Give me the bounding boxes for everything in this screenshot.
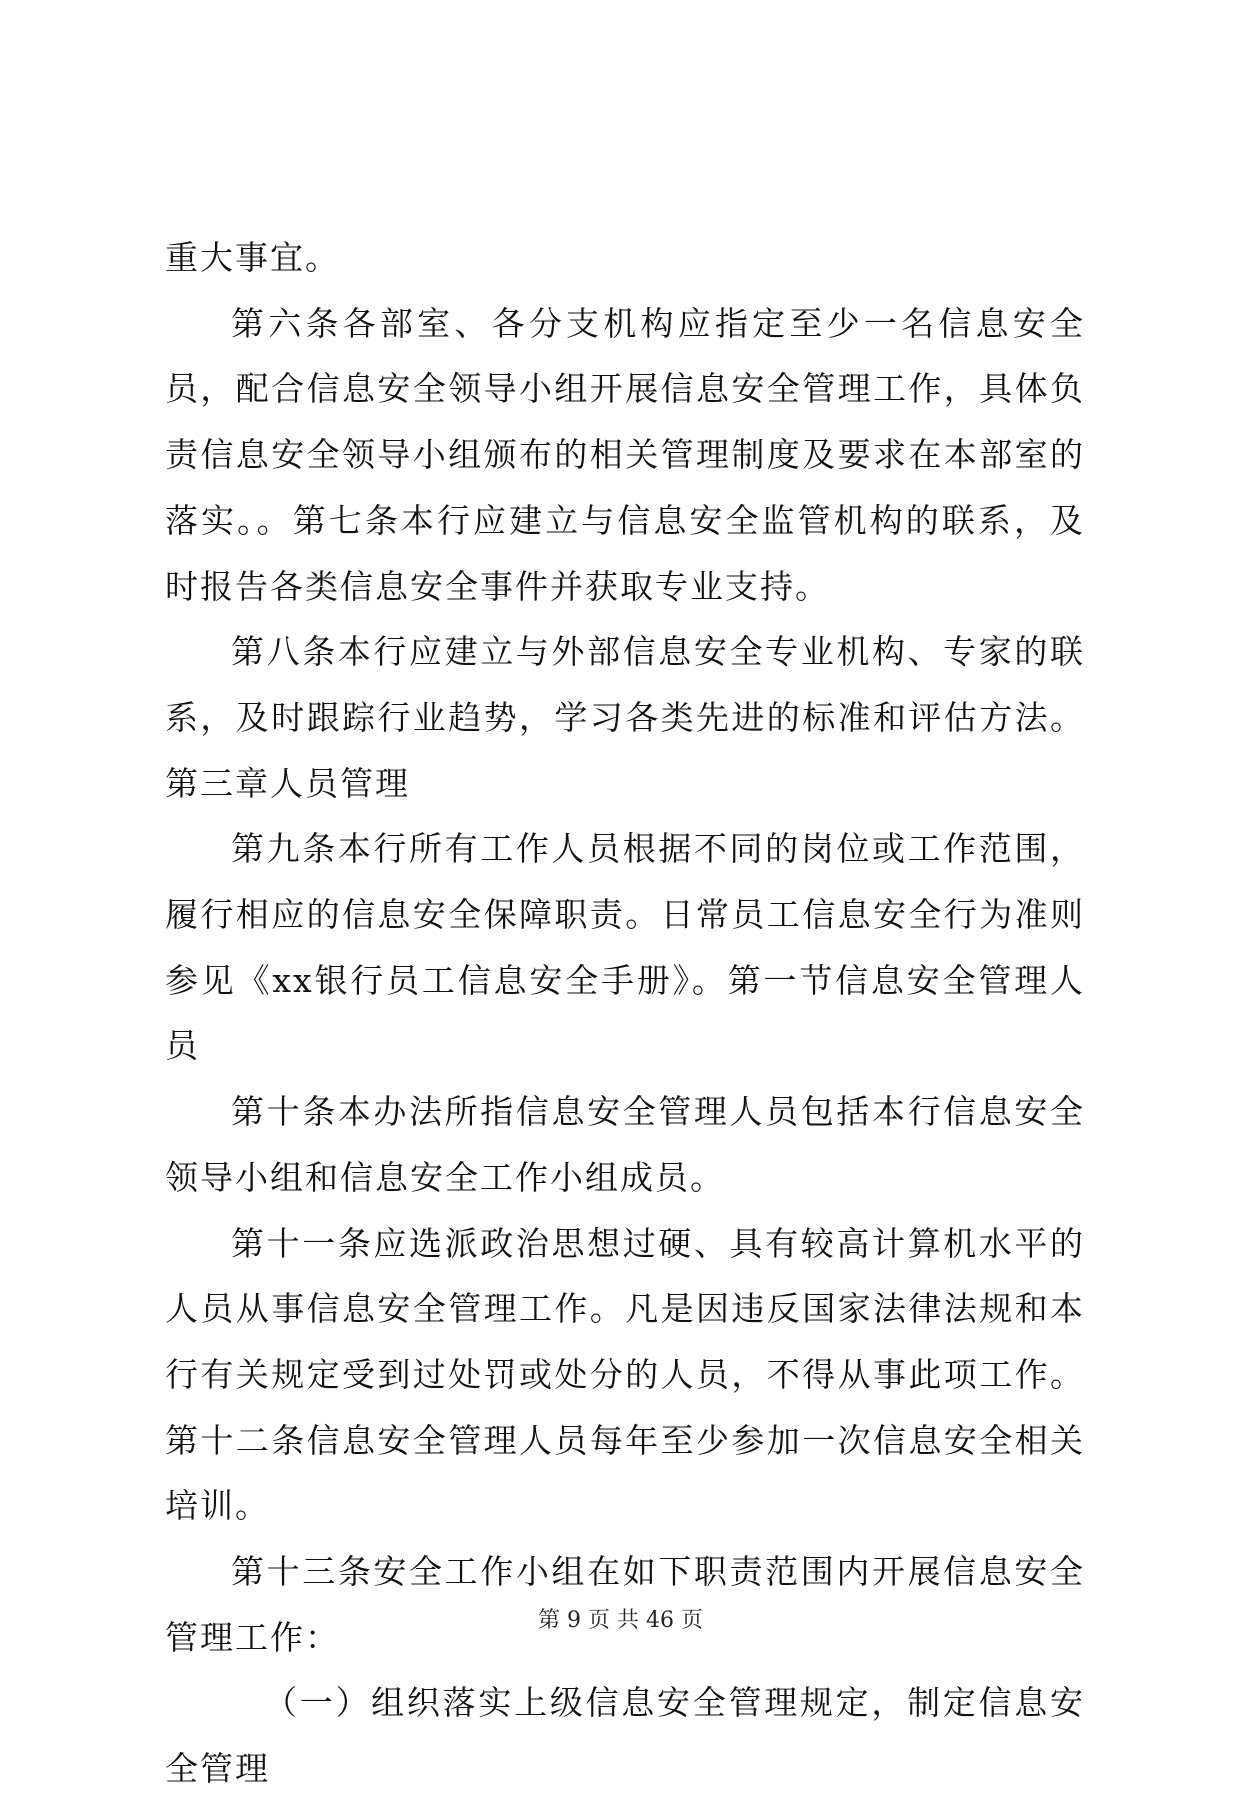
document-body [165, 225, 1085, 1802]
paragraph-article-8: 第八条本行应建立与外部信息安全专业机构、专家的联系，及时跟踪行业趋势，学习各类先进的标准和评估方法。第三章人员管理 [165, 632, 1085, 803]
paragraph-article-9: 第九条本行所有工作人员根据不同的岗位或工作范围，履行相应的信息安全保障职责。日常员工信息安全行为准则参见《xx银行员工信息安全手册》。第一节信息安全管理人员 [165, 829, 1085, 1066]
paragraph-article-10: 第十条本办法所指信息安全管理人员包括本行信息安全领导小组和信息安全工作小组成员。 [165, 1092, 1085, 1197]
paragraph-continuation: 重大事宜。 [165, 238, 340, 277]
paragraph-article-13: 第十三条安全工作小组在如下职责范围内开展信息安全管理工作： [165, 1552, 1085, 1657]
page-number-footer: 第 9 页 共 46 页 [538, 1608, 703, 1633]
paragraph-article-6-7: 第六条各部室、各分支机构应指定至少一名信息安全员，配合信息安全领导小组开展信息安全管理工作，具体负责信息安全领导小组颁布的相关管理制度及要求在本部室的落实。。第七条本行应建立与信息安全监管机构的联系，及时报告各类信息安全事件并获取专业支持。 [165, 303, 1085, 606]
paragraph-article-11-12: 第十一条应选派政治思想过硬、具有较高计算机水平的人员从事信息安全管理工作。凡是因违反国家法律法规和本行有关规定受到过处罚或处分的人员，不得从事此项工作。第十二条信息安全管理人员每年至少参加一次信息安全相关培训。 [165, 1223, 1085, 1526]
paragraph-item-1: （一）组织落实上级信息安全管理规定，制定信息安全管理 [165, 1683, 1085, 1789]
